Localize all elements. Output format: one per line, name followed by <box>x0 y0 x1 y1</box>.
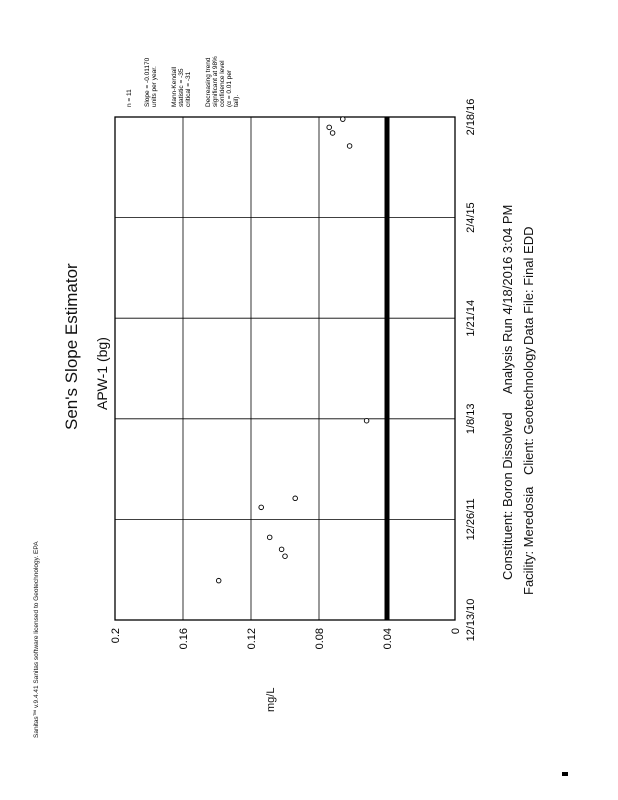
footer-client: Client: Geotechnology <box>521 347 536 475</box>
footer-analysis-run: Analysis Run 4/18/2016 3:04 PM <box>500 204 515 394</box>
data-point <box>283 554 288 559</box>
chart-title: Sen's Slope Estimator <box>62 263 81 430</box>
data-point <box>279 547 284 552</box>
x-tick-label: 2/18/16 <box>465 98 477 136</box>
data-point <box>330 131 335 136</box>
annotation-line: tail). <box>233 94 240 107</box>
annotation-line: critical = -31 <box>185 71 192 107</box>
data-point <box>327 125 332 130</box>
x-tick-label: 2/4/15 <box>465 202 477 233</box>
plot-frame <box>115 117 455 620</box>
annotation-line: statistic = -35 <box>178 68 185 107</box>
data-point <box>347 144 352 149</box>
annotation-line: Slope = -0.01170 <box>144 57 151 107</box>
y-tick-label: 0.2 <box>110 628 122 644</box>
x-tick-label: 1/21/14 <box>465 299 477 337</box>
y-tick-label: 0.04 <box>382 628 394 650</box>
x-tick-label: 12/26/11 <box>465 498 477 541</box>
footer-constituent: Constituent: Boron Dissolved <box>500 412 515 580</box>
y-tick-label: 0.12 <box>246 628 258 650</box>
data-point <box>216 578 221 583</box>
annotation-line: units per year. <box>151 66 158 107</box>
y-tick-label: 0.16 <box>178 628 190 650</box>
page-corner-mark <box>562 772 568 776</box>
x-tick-label: 12/13/10 <box>465 598 477 642</box>
footer-data-file: Data File: Final EDD <box>521 226 536 345</box>
annotation-line: n = 11 <box>126 89 133 107</box>
annotation-line: Mann-Kendall <box>171 66 178 107</box>
annotation-line: Decreasing trend <box>205 57 212 107</box>
data-point <box>364 418 369 423</box>
y-axis-label: mg/L <box>265 687 277 712</box>
annotation-line: confidence level <box>219 60 226 107</box>
software-note: Sanitas™ v.9.4.41 Sanitas software licensed to Geotechnology. EPA <box>33 541 40 738</box>
annotation-line: (α = 0.01 per <box>226 69 233 107</box>
data-point <box>341 117 346 122</box>
data-point <box>259 505 264 510</box>
footer-facility: Facility: Meredosia <box>521 486 536 595</box>
data-point <box>267 535 272 540</box>
y-tick-label: 0.08 <box>314 628 326 650</box>
x-tick-label: 1/8/13 <box>465 403 477 435</box>
annotation-line: significant at 98% <box>212 56 219 107</box>
data-point <box>293 496 298 501</box>
y-tick-label: 0 <box>450 628 462 635</box>
chart-subtitle: APW-1 (bg) <box>94 337 110 410</box>
